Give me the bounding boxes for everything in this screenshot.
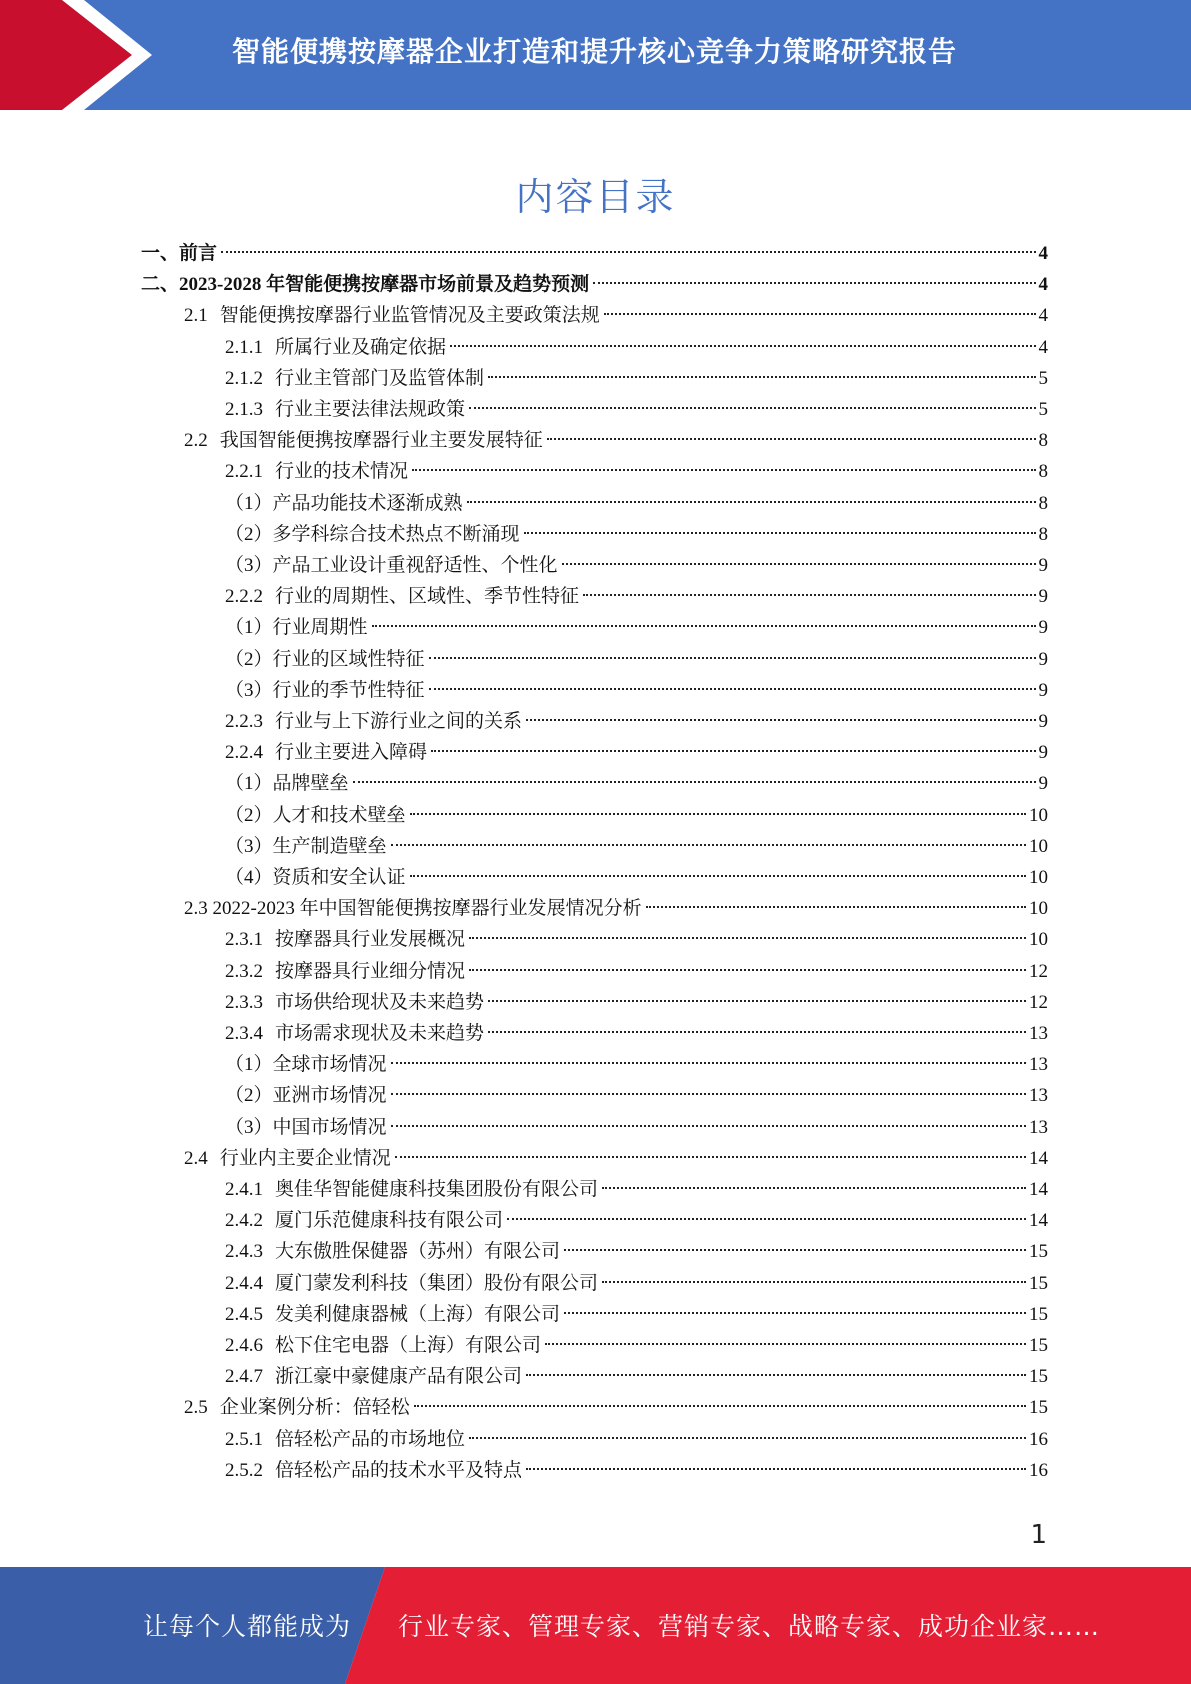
toc-dot-leader: [414, 1405, 1026, 1407]
toc-entry-number: 2.4: [184, 1147, 208, 1169]
toc-entry[interactable]: [225, 1330, 1048, 1361]
toc-entry-number: 2.3.3: [225, 991, 263, 1013]
toc-entry-page: 15: [1029, 1272, 1048, 1294]
toc-dot-leader: [353, 781, 1036, 783]
toc-entry[interactable]: [225, 987, 1048, 1018]
toc-entry-title: 浙江豪中豪健康产品有限公司: [275, 1366, 523, 1388]
toc-entry-title: （2）人才和技术壁垒: [225, 804, 406, 826]
toc-entry-page: 15: [1029, 1397, 1048, 1419]
toc-entry-title: （3）行业的季节性特征: [225, 679, 425, 701]
toc-entry[interactable]: [225, 831, 1048, 862]
toc-dot-leader: [564, 1249, 1026, 1251]
toc-entry-number: 2.3.1: [225, 929, 263, 951]
toc-entry[interactable]: [225, 1299, 1048, 1330]
toc-entry-title: 行业与上下游行业之间的关系: [275, 711, 523, 732]
toc-entry-title: 倍轻松产品的市场地位: [275, 1428, 466, 1450]
toc-entry-page: 14: [1029, 1210, 1048, 1232]
toc-dot-leader: [526, 1468, 1026, 1470]
toc-entry-number: 2.5.2: [225, 1459, 263, 1481]
toc-dot-leader: [545, 1343, 1026, 1345]
footer-slogan-left: 让每个人都能成为: [143, 1612, 352, 1641]
toc-entry-number: 2.5: [184, 1397, 208, 1419]
toc-entry-title: （2）行业的区域性特征: [225, 648, 425, 670]
toc-entry[interactable]: [225, 1112, 1048, 1143]
toc-entry-title: 市场需求现状及未来趋势: [275, 1023, 485, 1044]
toc-entry-page: 10: [1029, 929, 1048, 951]
toc-entry-number: 2.1.1: [225, 336, 263, 358]
toc-entry-title: 厦门乐范健康科技有限公司: [275, 1210, 504, 1232]
toc-entry-page: 9: [1038, 648, 1048, 670]
toc-entry-title: 企业案例分析：倍轻松: [219, 1397, 410, 1419]
toc-entry-page: 9: [1038, 711, 1048, 732]
toc-dot-leader: [646, 906, 1026, 908]
toc-entry-title: 行业主管部门及监管体制: [275, 367, 485, 389]
toc-entry-page: 10: [1029, 835, 1048, 857]
toc-entry[interactable]: [141, 238, 1048, 269]
toc-dot-leader: [450, 345, 1035, 347]
toc-entry-page: 10: [1029, 867, 1048, 888]
toc-entry-number: 2.2: [184, 430, 208, 452]
toc-entry[interactable]: [225, 1361, 1048, 1392]
toc-entry-title: 大东傲胜保健器（苏州）有限公司: [275, 1241, 561, 1263]
toc-entry[interactable]: [225, 519, 1048, 550]
toc-entry-title: （1）产品功能技术逐渐成熟: [225, 492, 463, 514]
page-footer: [0, 1567, 1191, 1684]
toc-entry-page: 16: [1029, 1459, 1048, 1481]
toc-entry[interactable]: [225, 956, 1048, 987]
toc-dot-leader: [524, 532, 1036, 534]
toc-entry-title: 行业主要法律法规政策: [275, 399, 466, 420]
toc-entry-title: （2）亚洲市场情况: [225, 1085, 387, 1107]
toc-entry-title: 行业的技术情况: [275, 461, 409, 483]
footer-slogan-right: 行业专家、管理专家、营销专家、战略专家、成功企业家……: [398, 1612, 1101, 1641]
toc-entry-number: 2.5.1: [225, 1428, 263, 1450]
toc-entry[interactable]: [225, 1205, 1048, 1236]
toc-dot-leader: [391, 844, 1026, 846]
toc-dot-leader: [412, 469, 1035, 471]
toc-dot-leader: [467, 501, 1036, 503]
toc-entry-page: 9: [1038, 773, 1048, 795]
toc-entry-title: 智能便携按摩器行业监管情况及主要政策法规: [219, 305, 600, 327]
toc-entry-page: 13: [1029, 1023, 1048, 1044]
toc-dot-leader: [391, 1093, 1026, 1095]
toc-entry-title: （1）品牌壁垒: [225, 773, 349, 795]
toc-entry[interactable]: [225, 644, 1048, 675]
toc-dot-leader: [602, 1281, 1026, 1283]
toc-entry-page: 13: [1029, 1085, 1048, 1107]
page-number: 1: [1030, 1520, 1047, 1550]
page-header: [0, 0, 1191, 110]
toc-entry-title: 市场供给现状及未来趋势: [275, 991, 485, 1013]
toc-entry[interactable]: [184, 425, 1048, 456]
toc-dot-leader: [431, 750, 1035, 752]
toc-entry-number: 2.4.6: [225, 1335, 263, 1356]
toc-entry-title: 倍轻松产品的技术水平及特点: [275, 1459, 523, 1481]
toc-dot-leader: [488, 376, 1035, 378]
toc-dot-leader: [602, 1187, 1026, 1189]
toc-entry-title: （1）行业周期性: [225, 617, 368, 639]
toc-dot-leader: [507, 1218, 1026, 1220]
toc-dot-leader: [526, 719, 1035, 721]
toc-entry-page: 12: [1029, 960, 1048, 982]
toc-entry-title: 行业内主要企业情况: [219, 1147, 391, 1169]
toc-dot-leader: [469, 1437, 1026, 1439]
toc-dot-leader: [488, 1000, 1026, 1002]
toc-entry-number: 2.2.1: [225, 461, 263, 483]
toc-entry-number: 2.2.3: [225, 711, 263, 732]
toc-dot-leader: [395, 1156, 1026, 1158]
toc-entry[interactable]: [225, 363, 1048, 394]
toc-entry[interactable]: [225, 737, 1048, 768]
toc-dot-leader: [391, 1062, 1026, 1064]
toc-entry-number: 2.4.2: [225, 1210, 263, 1232]
toc-entry[interactable]: [225, 1049, 1048, 1080]
toc-entry-title: （3）中国市场情况: [225, 1116, 387, 1138]
toc-entry[interactable]: [225, 1268, 1048, 1299]
toc-entry-number: 2.4.1: [225, 1179, 263, 1200]
toc-entry-title: （3）产品工业设计重视舒适性、个性化: [225, 555, 558, 576]
toc-entry-page: 15: [1029, 1303, 1048, 1325]
toc-dot-leader: [526, 1374, 1026, 1376]
toc-dot-leader: [391, 1125, 1026, 1127]
toc-entry-page: 5: [1038, 367, 1048, 389]
toc-dot-leader: [583, 594, 1035, 596]
toc-entry-title: 二、2023-2028 年智能便携按摩器市场前景及趋势预测: [141, 274, 590, 296]
toc-entry-title: （1）全球市场情况: [225, 1054, 387, 1076]
toc-dot-leader: [221, 251, 1035, 253]
toc-dot-leader: [372, 625, 1036, 627]
toc-entry-number: 2.3.2: [225, 960, 263, 982]
toc-entry[interactable]: [184, 300, 1048, 331]
toc-dot-leader: [564, 1312, 1026, 1314]
toc-entry[interactable]: [225, 862, 1048, 893]
toc-entry-title: 2.3 2022-2023 年中国智能便携按摩器行业发展情况分析: [184, 898, 642, 920]
toc-entry[interactable]: [225, 612, 1048, 643]
toc-entry[interactable]: [225, 394, 1048, 425]
toc-entry-title: 按摩器具行业细分情况: [275, 960, 466, 982]
toc-entry-page: 5: [1038, 399, 1048, 420]
toc-dot-leader: [469, 969, 1026, 971]
toc-entry-page: 12: [1029, 991, 1048, 1013]
toc-dot-leader: [469, 937, 1026, 939]
toc-entry[interactable]: [184, 893, 1048, 924]
toc-entry-number: 2.4.7: [225, 1366, 263, 1388]
toc-entry-page: 8: [1038, 523, 1048, 545]
toc-dot-leader: [429, 657, 1036, 659]
toc-entry[interactable]: [225, 581, 1048, 612]
toc-entry[interactable]: [225, 1236, 1048, 1267]
toc-entry-page: 9: [1038, 617, 1048, 639]
toc-entry[interactable]: [225, 768, 1048, 799]
toc-entry[interactable]: [225, 1080, 1048, 1111]
toc-entry-page: 10: [1029, 804, 1048, 826]
toc-dot-leader: [604, 313, 1036, 315]
toc-entry-number: 2.2.4: [225, 742, 263, 764]
toc-dot-leader: [410, 875, 1026, 877]
toc-entry-number: 2.3.4: [225, 1023, 263, 1044]
toc-entry[interactable]: [141, 269, 1048, 300]
toc-entry-title: （3）生产制造壁垒: [225, 835, 387, 857]
toc-entry[interactable]: [184, 1392, 1048, 1423]
toc-entry-title: 厦门蒙发利科技（集团）股份有限公司: [275, 1272, 599, 1294]
toc-entry-page: 13: [1029, 1116, 1048, 1138]
toc-entry[interactable]: [225, 675, 1048, 706]
toc-entry-page: 4: [1038, 305, 1048, 327]
toc-entry-number: 2.1.3: [225, 399, 263, 420]
toc-entry[interactable]: [225, 550, 1048, 581]
toc-entry[interactable]: [225, 1455, 1048, 1486]
toc-entry-number: 2.1: [184, 305, 208, 327]
toc-entry-page: 4: [1038, 274, 1048, 296]
toc-dot-leader: [488, 1031, 1026, 1033]
toc-entry-page: 15: [1029, 1241, 1048, 1263]
toc-entry-title: 行业主要进入障碍: [275, 742, 428, 764]
toc-entry-page: 9: [1038, 679, 1048, 701]
toc-entry[interactable]: [225, 924, 1048, 955]
toc-entry-title: 所属行业及确定依据: [275, 336, 447, 358]
toc-entry-page: 4: [1038, 336, 1048, 358]
toc-entry[interactable]: [225, 800, 1048, 831]
toc-dot-leader: [562, 563, 1036, 565]
toc-entry[interactable]: [225, 332, 1048, 363]
toc-entry-page: 8: [1038, 492, 1048, 514]
report-title: 智能便携按摩器企业打造和提升核心竞争力策略研究报告: [232, 35, 958, 68]
toc-entry-page: 8: [1038, 461, 1048, 483]
toc-dot-leader: [547, 438, 1036, 440]
toc-dot-leader: [410, 813, 1026, 815]
toc-entry[interactable]: [225, 456, 1048, 487]
toc-entry-title: 按摩器具行业发展概况: [275, 929, 466, 951]
toc-entry-title: 我国智能便携按摩器行业主要发展特征: [219, 430, 543, 452]
toc-entry-title: （4）资质和安全认证: [225, 867, 406, 888]
toc-entry[interactable]: [184, 1143, 1048, 1174]
toc-entry[interactable]: [225, 488, 1048, 519]
toc-entry[interactable]: [225, 1018, 1048, 1049]
toc-entry[interactable]: [225, 1174, 1048, 1205]
toc-entry-page: 16: [1029, 1428, 1048, 1450]
toc-entry-page: 15: [1029, 1335, 1048, 1356]
toc-dot-leader: [429, 688, 1036, 690]
toc-entry-title: 松下住宅电器（上海）有限公司: [275, 1335, 542, 1356]
toc-entry-number: 2.4.3: [225, 1241, 263, 1263]
toc-entry-page: 14: [1029, 1147, 1048, 1169]
toc-entry-page: 15: [1029, 1366, 1048, 1388]
toc-entry-page: 9: [1038, 742, 1048, 764]
toc-entry-page: 8: [1038, 430, 1048, 452]
toc-entry-page: 4: [1038, 243, 1048, 264]
toc-entry-title: 奥佳华智能健康科技集团股份有限公司: [275, 1179, 599, 1200]
toc-entry[interactable]: [225, 706, 1048, 737]
toc-entry-number: 2.4.5: [225, 1303, 263, 1325]
toc-entry-page: 9: [1038, 586, 1048, 608]
toc-entry-page: 13: [1029, 1054, 1048, 1076]
toc-entry[interactable]: [225, 1424, 1048, 1455]
toc-entry-number: 2.4.4: [225, 1272, 263, 1294]
toc-entry-number: 2.2.2: [225, 586, 263, 608]
toc-entry-page: 14: [1029, 1179, 1048, 1200]
toc-entry-title: 一、前言: [141, 243, 218, 264]
toc-entry-title: 发美利健康器械（上海）有限公司: [275, 1303, 561, 1325]
toc-entry-page: 9: [1038, 555, 1048, 576]
toc-heading: 内容目录: [515, 175, 676, 219]
toc-entry-page: 10: [1029, 898, 1048, 920]
toc-dot-leader: [593, 282, 1035, 284]
toc-dot-leader: [469, 407, 1035, 409]
toc-entry-title: （2）多学科综合技术热点不断涌现: [225, 523, 520, 545]
toc-entry-number: 2.1.2: [225, 367, 263, 389]
toc-entry-title: 行业的周期性、区域性、季节性特征: [275, 586, 580, 608]
